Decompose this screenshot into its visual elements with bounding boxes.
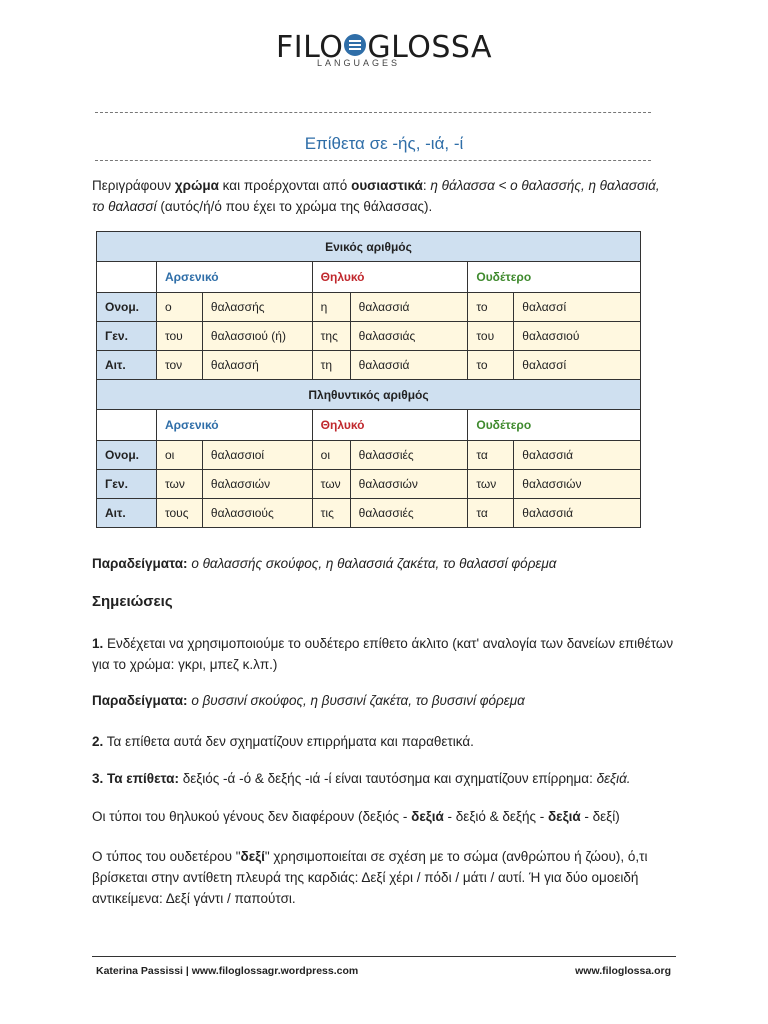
footer-author-link[interactable]: Katerina Passissi | www.filoglossagr.wordpress.com xyxy=(96,965,359,977)
gender-masculine: Αρσενικό xyxy=(156,410,312,441)
table-cell: θαλασσιά xyxy=(514,499,641,528)
table-cell: οι xyxy=(312,441,350,470)
logo-subtitle: LANGUAGES xyxy=(317,58,401,68)
table-cell: θαλασσιοί xyxy=(202,441,312,470)
table-cell: των xyxy=(156,470,202,499)
footer-site-link[interactable]: www.filoglossa.org xyxy=(575,965,671,977)
gender-feminine: Θηλυκό xyxy=(312,262,468,293)
table-cell: θαλασσιούς xyxy=(202,499,312,528)
table-cell: θαλασσιά xyxy=(350,351,468,380)
table-row xyxy=(97,351,641,380)
greek-flag-icon xyxy=(344,34,366,56)
singular-title: Ενικός αριθμός xyxy=(97,232,641,262)
table-cell: θαλασσί xyxy=(514,351,641,380)
table-cell: της xyxy=(312,322,350,351)
table-cell: θαλασσιών xyxy=(514,470,641,499)
divider-top xyxy=(95,112,651,113)
table-cell: θαλασσιά xyxy=(514,441,641,470)
case-label: Γεν. xyxy=(97,470,157,499)
table-cell: θαλασσιά xyxy=(350,293,468,322)
plural-title: Πληθυντικός αριθμός xyxy=(97,380,641,410)
gender-neuter: Ουδέτερο xyxy=(468,410,641,441)
table-cell: τους xyxy=(156,499,202,528)
gender-row xyxy=(97,262,641,293)
table-cell: το xyxy=(468,351,514,380)
table-cell: θαλασσιάς xyxy=(350,322,468,351)
table-cell: τις xyxy=(312,499,350,528)
note-feminine-forms: Οι τύποι του θηλυκού γένους δεν διαφέρουν (δεξιός - δεξιά - δεξιό & δεξής - δεξιά - δεξί) xyxy=(92,809,620,824)
table-cell: θαλασσιές xyxy=(350,499,468,528)
case-label: Αιτ. xyxy=(97,499,157,528)
case-label: Αιτ. xyxy=(97,351,157,380)
note-1: 1. Ενδέχεται να χρησιμοποιούμε το ουδέτερο επίθετο άκλιτο (κατ' αναλογία των δανείων επιθέτων για το χρώμα: γκρι, μπεζ κ.λπ.) xyxy=(92,636,674,672)
table-cell: θαλασσιών xyxy=(350,470,468,499)
table-cell: θαλασσί xyxy=(514,293,641,322)
table-cell: των xyxy=(468,470,514,499)
gender-neuter: Ουδέτερο xyxy=(468,262,641,293)
table-row xyxy=(97,322,641,351)
examples-paragraph-2: Παραδείγματα: ο βυσσινί σκούφος, η βυσσινί ζακέτα, το βυσσινί φόρεμα xyxy=(92,693,525,708)
table-cell: το xyxy=(468,293,514,322)
footer-divider xyxy=(92,956,676,957)
gender-feminine: Θηλυκό xyxy=(312,410,468,441)
table-row xyxy=(97,499,641,528)
notes-heading: Σημειώσεις xyxy=(92,593,173,610)
table-row xyxy=(97,441,641,470)
table-cell: η xyxy=(312,293,350,322)
note-neuter-form: Ο τύπος του ουδετέρου "δεξί" χρησιμοποιείται σε σχέση με το σώμα (ανθρώπου ή ζώου), ό,τι βρίσκεται στην αντίθετη πλευρά της καρδιάς: Δεξί χέρι / πόδι / μάτι / αυτί. Ή για δύο ομοειδή αντικείμενα: Δεξί γάντι / παπούτσι. xyxy=(92,849,648,906)
table-cell: του xyxy=(156,322,202,351)
table-row xyxy=(97,293,641,322)
table-row xyxy=(97,470,641,499)
table-cell: ο xyxy=(156,293,202,322)
intro-paragraph: Περιγράφουν χρώμα και προέρχονται από ουσιαστικά: η θάλασσα < ο θαλασσής, η θαλασσιά, το θαλασσί (αυτός/ή/ό που έχει το χρώμα της θάλασσας). xyxy=(92,178,660,214)
plural-header-row xyxy=(97,380,641,410)
case-label: Ονομ. xyxy=(97,293,157,322)
note-2: 2. Τα επίθετα αυτά δεν σχηματίζουν επιρρήματα και παραθετικά. xyxy=(92,734,474,749)
table-cell: θαλασσιού xyxy=(514,322,641,351)
table-cell: τα xyxy=(468,441,514,470)
table-cell: τη xyxy=(312,351,350,380)
case-label: Ονομ. xyxy=(97,441,157,470)
examples-paragraph-1: Παραδείγματα: ο θαλασσής σκούφος, η θαλασσιά ζακέτα, το θαλασσί φόρεμα xyxy=(92,556,557,571)
case-label: Γεν. xyxy=(97,322,157,351)
table-cell: θαλασσή xyxy=(202,351,312,380)
table-cell: οι xyxy=(156,441,202,470)
table-cell: του xyxy=(468,322,514,351)
table-cell: θαλασσιού (ή) xyxy=(202,322,312,351)
declension-table xyxy=(96,231,641,528)
note-3: 3. Τα επίθετα: δεξιός -ά -ό & δεξής -ιά -ί είναι ταυτόσημα και σχηματίζουν επίρρημα: δεξιά. xyxy=(92,771,631,786)
page-title: Επίθετα σε -ής, -ιά, -ί xyxy=(304,134,464,153)
table-cell: τον xyxy=(156,351,202,380)
singular-header-row xyxy=(97,232,641,262)
table-cell: θαλασσιές xyxy=(350,441,468,470)
logo-text-left: FILO xyxy=(275,30,344,65)
logo-text-right: GLOSSA xyxy=(367,30,493,65)
table-cell: θαλασσιών xyxy=(202,470,312,499)
table-cell: τα xyxy=(468,499,514,528)
gender-masculine: Αρσενικό xyxy=(156,262,312,293)
gender-row xyxy=(97,410,641,441)
table-cell: των xyxy=(312,470,350,499)
divider-title xyxy=(95,160,651,161)
table-cell: θαλασσής xyxy=(202,293,312,322)
